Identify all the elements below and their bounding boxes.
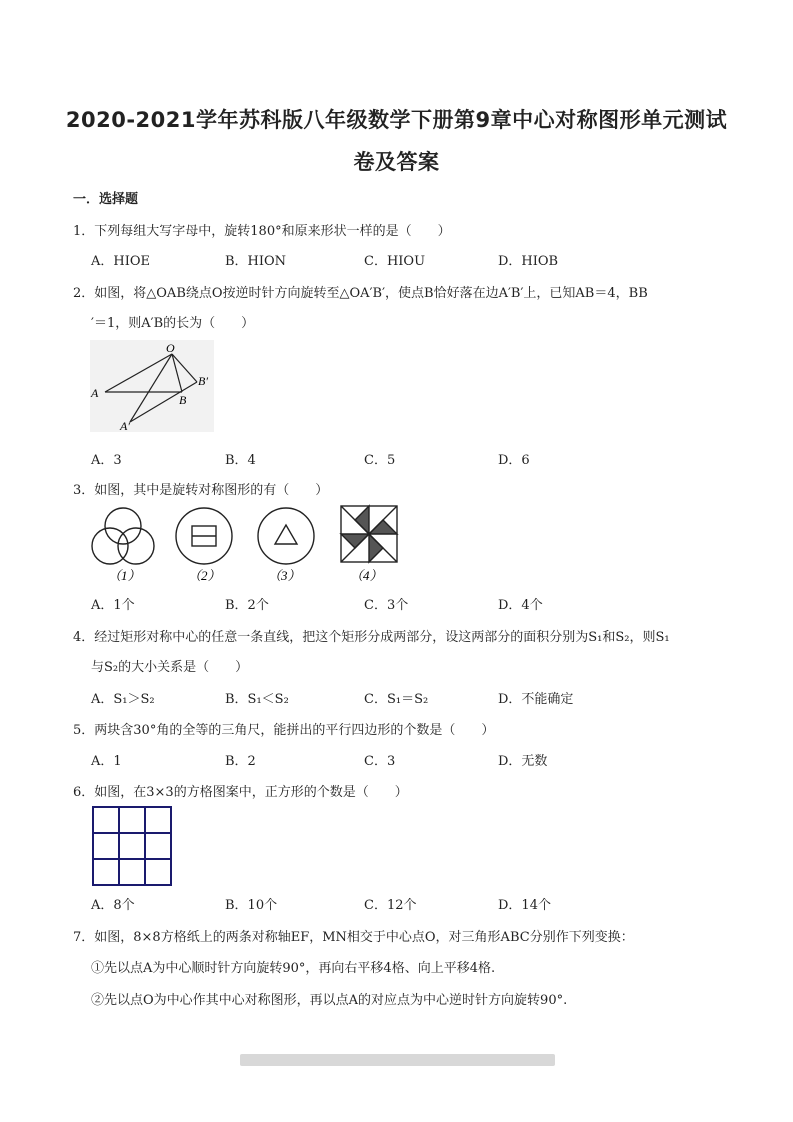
q4-stem-line-1: 4．经过矩形对称中心的任意一条直线，把这个矩形分成两部分，设这两部分的面积分别为S₁和S₂，则S₁ [73,630,670,645]
q1-option-b: B．HION [225,254,287,269]
q6-stem: 6．如图，在3×3的方格图案中，正方形的个数是（ ） [73,785,408,800]
q3-option-a: A．1个 [91,598,135,613]
pinwheel-shape [341,506,397,562]
q4-option-a: A．S₁＞S₂ [91,692,155,707]
q3-option-b: B．2个 [225,598,269,613]
q3-caption-3: （3） [268,568,301,583]
circle-triangle-shape [258,508,314,564]
q1-stem: 1．下列每组大写字母中，旋转180°和原来形状一样的是（ ） [73,224,451,239]
q2-option-a: A．3 [91,453,122,468]
q2-stem-line-2: ′＝1，则A′B的长为（ ） [91,316,255,331]
q5-stem: 5．两块含30°角的全等的三角尺，能拼出的平行四边形的个数是（ ） [73,723,495,738]
q5-option-a: A．1 [91,754,122,769]
q5-option-d: D．无数 [498,754,548,769]
q3-option-c: C．3个 [364,598,409,613]
section-heading: 一．选择题 [73,192,139,207]
q2-option-c: C．5 [364,453,396,468]
q6-option-c: C．12个 [364,898,417,913]
q2-label-a: A [91,386,99,400]
q4-option-b: B．S₁＜S₂ [225,692,289,707]
q2-option-b: B．4 [225,453,256,468]
q1-option-d: D．HIOB [498,254,559,269]
q7-item-2: ②先以点O为中心作其中心对称图形，再以点A的对应点为中心逆时针方向旋转90°. [91,993,568,1008]
q5-option-b: B．2 [225,754,256,769]
q3-option-d: D．4个 [498,598,543,613]
title-line-1: 2020-2021学年苏科版八年级数学下册第9章中心对称图形单元测试 [65,108,728,132]
q3-caption-4: （4） [350,568,383,583]
blurred-footer-watermark [240,1054,555,1066]
q6-grid-figure [92,806,174,888]
q1-option-c: C．HIOU [364,254,426,269]
q6-option-d: D．14个 [498,898,551,913]
title-line-2: 卷及答案 [353,150,440,174]
q2-option-d: D．6 [498,453,530,468]
circle-square-shape [176,508,232,564]
q6-option-b: B．10个 [225,898,278,913]
q4-option-d: D．不能确定 [498,692,574,707]
q7-item-1: ①先以点A为中心顺时针方向旋转90°，再向右平移4格、向上平移4格. [91,961,496,976]
q4-stem-line-2: 与S₂的大小关系是（ ） [91,660,249,675]
q4-option-c: C．S₁＝S₂ [364,692,429,707]
q6-option-a: A．8个 [91,898,135,913]
q1-option-a: A．HIOE [91,254,151,269]
trefoil-shape [92,508,154,564]
q3-figure [88,500,408,588]
q5-option-c: C．3 [364,754,396,769]
q2-label-a-prime: A′ [120,419,130,432]
q2-label-o: O [166,341,175,355]
q3-stem: 3．如图，其中是旋转对称图形的有（ ） [73,483,329,498]
q7-stem: 7．如图，8×8方格纸上的两条对称轴EF，MN相交于中心点O，对三角形ABC分别作下列变换： [73,930,634,945]
q2-label-b: B [179,393,187,407]
q2-label-b-prime: B′ [198,374,208,388]
q3-caption-1: （1） [108,568,141,583]
q3-caption-2: （2） [188,568,221,583]
q2-figure [90,340,214,432]
q2-stem-line-1: 2．如图，将△OAB绕点O按逆时针方向旋转至△OA′B′，使点B恰好落在边A′B′上，已知AB＝4，BB [73,286,648,301]
